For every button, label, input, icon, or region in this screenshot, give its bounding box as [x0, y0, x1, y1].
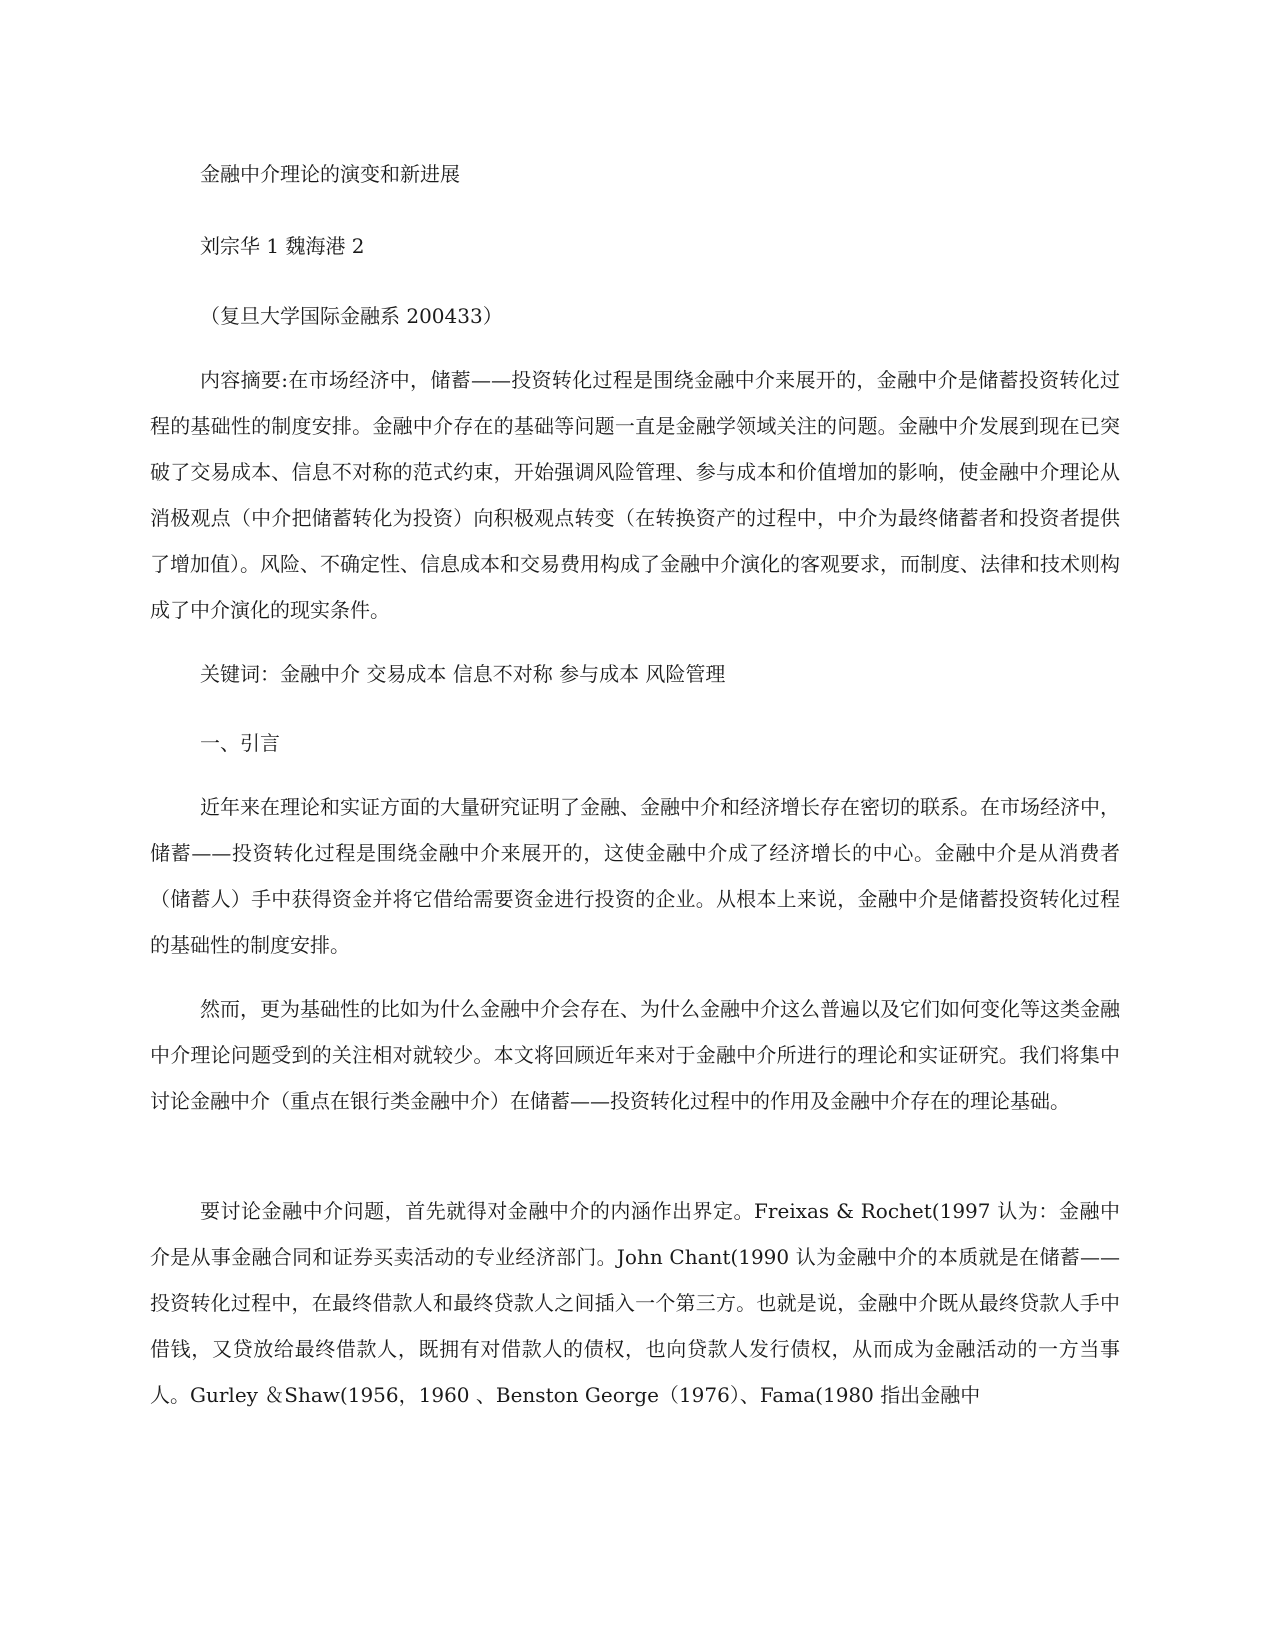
- section-heading-introduction: 一、引言: [200, 731, 280, 755]
- body-paragraph-3: 要讨论金融中介问题，首先就得对金融中介的内涵作出界定。Freixas & Rochet(1997 认为：金融中介是从事金融合同和证券买卖活动的专业经济部门。John Chant(1990 认为金融中介的本质就是在储蓄——投资转化过程中，在最终借款人和最终贷款人之间插入一个第三方。也就是说，金融中介既从最终贷款人手中借钱，又贷放给最终借款人，既拥有对借款人的债权，也向贷款人发行债权，从而成为金融活动的一方当事人。Gurley ＆Shaw(1956，1960 、Benston George（1976）、Fama(1980 指出金融中: [150, 1199, 1120, 1407]
- document-title: 金融中介理论的演变和新进展: [200, 162, 460, 186]
- body-paragraph-2: 然而，更为基础性的比如为什么金融中介会存在、为什么金融中介这么普遍以及它们如何变化等这类金融中介理论问题受到的关注相对就较少。本文将回顾近年来对于金融中介所进行的理论和实证研究。我们将集中讨论金融中介（重点在银行类金融中介）在储蓄——投资转化过程中的作用及金融中介存在的理论基础。: [150, 997, 1120, 1113]
- body-paragraph-1: 近年来在理论和实证方面的大量研究证明了金融、金融中介和经济增长存在密切的联系。在市场经济中，储蓄——投资转化过程是围绕金融中介来展开的，这使金融中介成了经济增长的中心。金融中介是从消费者（储蓄人）手中获得资金并将它借给需要资金进行投资的企业。从根本上来说，金融中介是储蓄投资转化过程的基础性的制度安排。: [150, 795, 1120, 957]
- author-line: 刘宗华 1 魏海港 2: [200, 234, 365, 258]
- keywords-line: 关键词：金融中介 交易成本 信息不对称 参与成本 风险管理: [200, 662, 726, 686]
- affiliation-line: （复旦大学国际金融系 200433）: [200, 304, 503, 328]
- abstract-paragraph: 内容摘要:在市场经济中，储蓄——投资转化过程是围绕金融中介来展开的，金融中介是储蓄投资转化过程的基础性的制度安排。金融中介存在的基础等问题一直是金融学领域关注的问题。金融中介发展到现在已突破了交易成本、信息不对称的范式约束，开始强调风险管理、参与成本和价值增加的影响，使金融中介理论从消极观点（中介把储蓄转化为投资）向积极观点转变（在转换资产的过程中，中介为最终储蓄者和投资者提供了增加值）。风险、不确定性、信息成本和交易费用构成了金融中介演化的客观要求，而制度、法律和技术则构成了中介演化的现实条件。: [150, 368, 1120, 622]
